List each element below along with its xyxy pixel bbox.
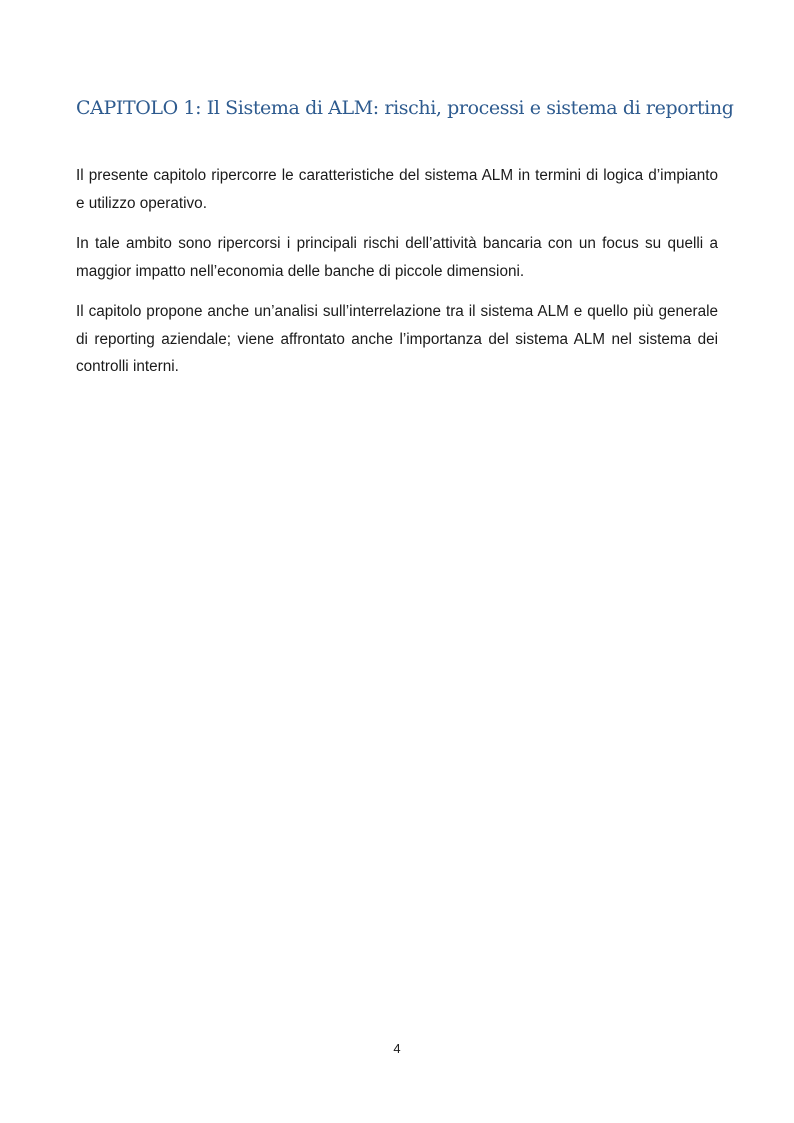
chapter-intro	[76, 162, 718, 394]
paragraph-reporting: Il capitolo propone anche un’analisi sull’interrelazione tra il sistema ALM e quello più generale di reporting aziendale; viene affrontato anche l’importanza del sistema ALM nel sistema dei controlli interni.	[76, 303, 718, 375]
paragraph-risks: In tale ambito sono ripercorsi i principali rischi dell’attività bancaria con un focus su quelli a maggior impatto nell’economia delle banche di piccole dimensioni.	[76, 235, 718, 280]
page-number: 4	[393, 1041, 401, 1056]
paragraph-intro: Il presente capitolo ripercorre le caratteristiche del sistema ALM in termini di logica d’impianto e utilizzo operativo.	[76, 167, 718, 212]
chapter-title: CAPITOLO 1: Il Sistema di ALM: rischi, processi e sistema di reporting	[76, 97, 734, 119]
